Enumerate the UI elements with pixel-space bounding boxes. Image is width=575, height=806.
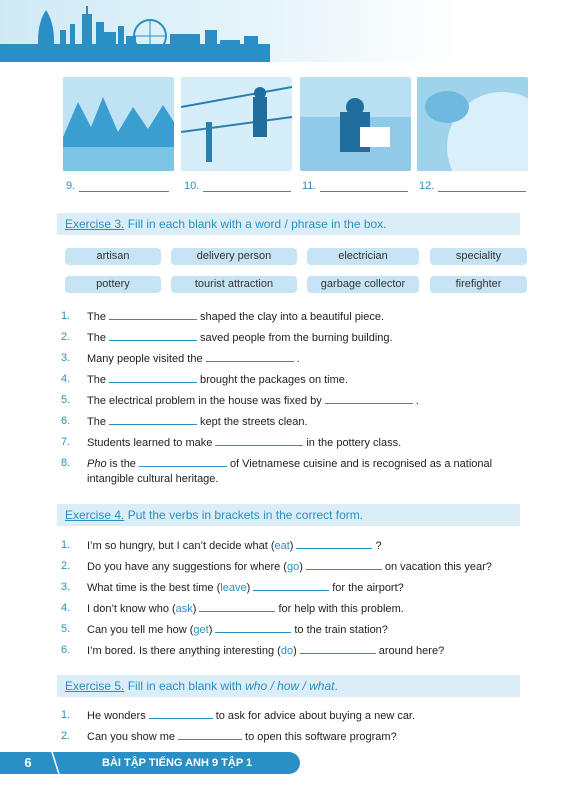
photo-electrician <box>181 77 292 171</box>
answer-blank[interactable] <box>109 331 197 341</box>
exercise-4-header <box>57 504 520 526</box>
exercise-5-label: Exercise 5. <box>65 679 125 693</box>
answer-blank[interactable] <box>325 394 413 404</box>
exercise-5-header: Exercise 5. Fill in each blank with who / how / what. <box>57 675 520 697</box>
exercise-3-header <box>57 213 520 235</box>
exercise-4-label: Exercise 4. <box>65 508 125 522</box>
page-number: 6 <box>24 755 32 770</box>
word-box-item: speciality <box>430 248 527 265</box>
exercise-3-instruction: Fill in each blank with a word / phrase in the box. <box>127 217 387 231</box>
photo-blank-9[interactable]: 9. <box>66 180 169 192</box>
answer-blank[interactable] <box>253 581 329 591</box>
answer-blank[interactable] <box>296 539 372 549</box>
answer-blank[interactable] <box>215 623 291 633</box>
answer-blank[interactable] <box>109 310 197 320</box>
word-box-item: garbage collector <box>307 276 419 293</box>
answer-blank[interactable] <box>300 644 376 654</box>
word-box-item: firefighter <box>430 276 527 293</box>
answer-blank[interactable] <box>199 602 275 612</box>
photo-blank-10[interactable]: 10. <box>184 180 291 192</box>
answer-blank[interactable] <box>139 457 227 467</box>
photo-row <box>0 77 575 173</box>
word-box-item: tourist attraction <box>171 276 297 293</box>
answer-blank[interactable] <box>109 373 197 383</box>
book-title: BÀI TẬP TIẾNG ANH 9 TẬP 1 <box>102 757 253 769</box>
exercise-4-instruction: Put the verbs in brackets in the correct form. <box>127 508 364 522</box>
answer-blank[interactable] <box>149 709 213 719</box>
answer-blank[interactable] <box>178 730 242 740</box>
word-box-item: artisan <box>65 248 161 265</box>
word-box-item: delivery person <box>171 248 297 265</box>
answer-blank[interactable] <box>306 560 382 570</box>
word-box-item: electrician <box>307 248 419 265</box>
word-box-item: pottery <box>65 276 161 293</box>
answer-blank[interactable] <box>109 415 197 425</box>
photo-blank-11[interactable]: 11. <box>302 180 408 192</box>
photo-blank-12[interactable]: 12. <box>419 180 526 192</box>
photo-delivery-person <box>300 77 411 171</box>
footer-divider <box>50 752 60 774</box>
answer-blank[interactable] <box>215 436 303 446</box>
photo-landscape <box>63 77 174 171</box>
photo-pottery <box>417 77 528 171</box>
exercise-3-label: Exercise 3. <box>65 217 125 231</box>
city-skyline-illustration <box>0 0 270 62</box>
answer-blank[interactable] <box>206 352 294 362</box>
